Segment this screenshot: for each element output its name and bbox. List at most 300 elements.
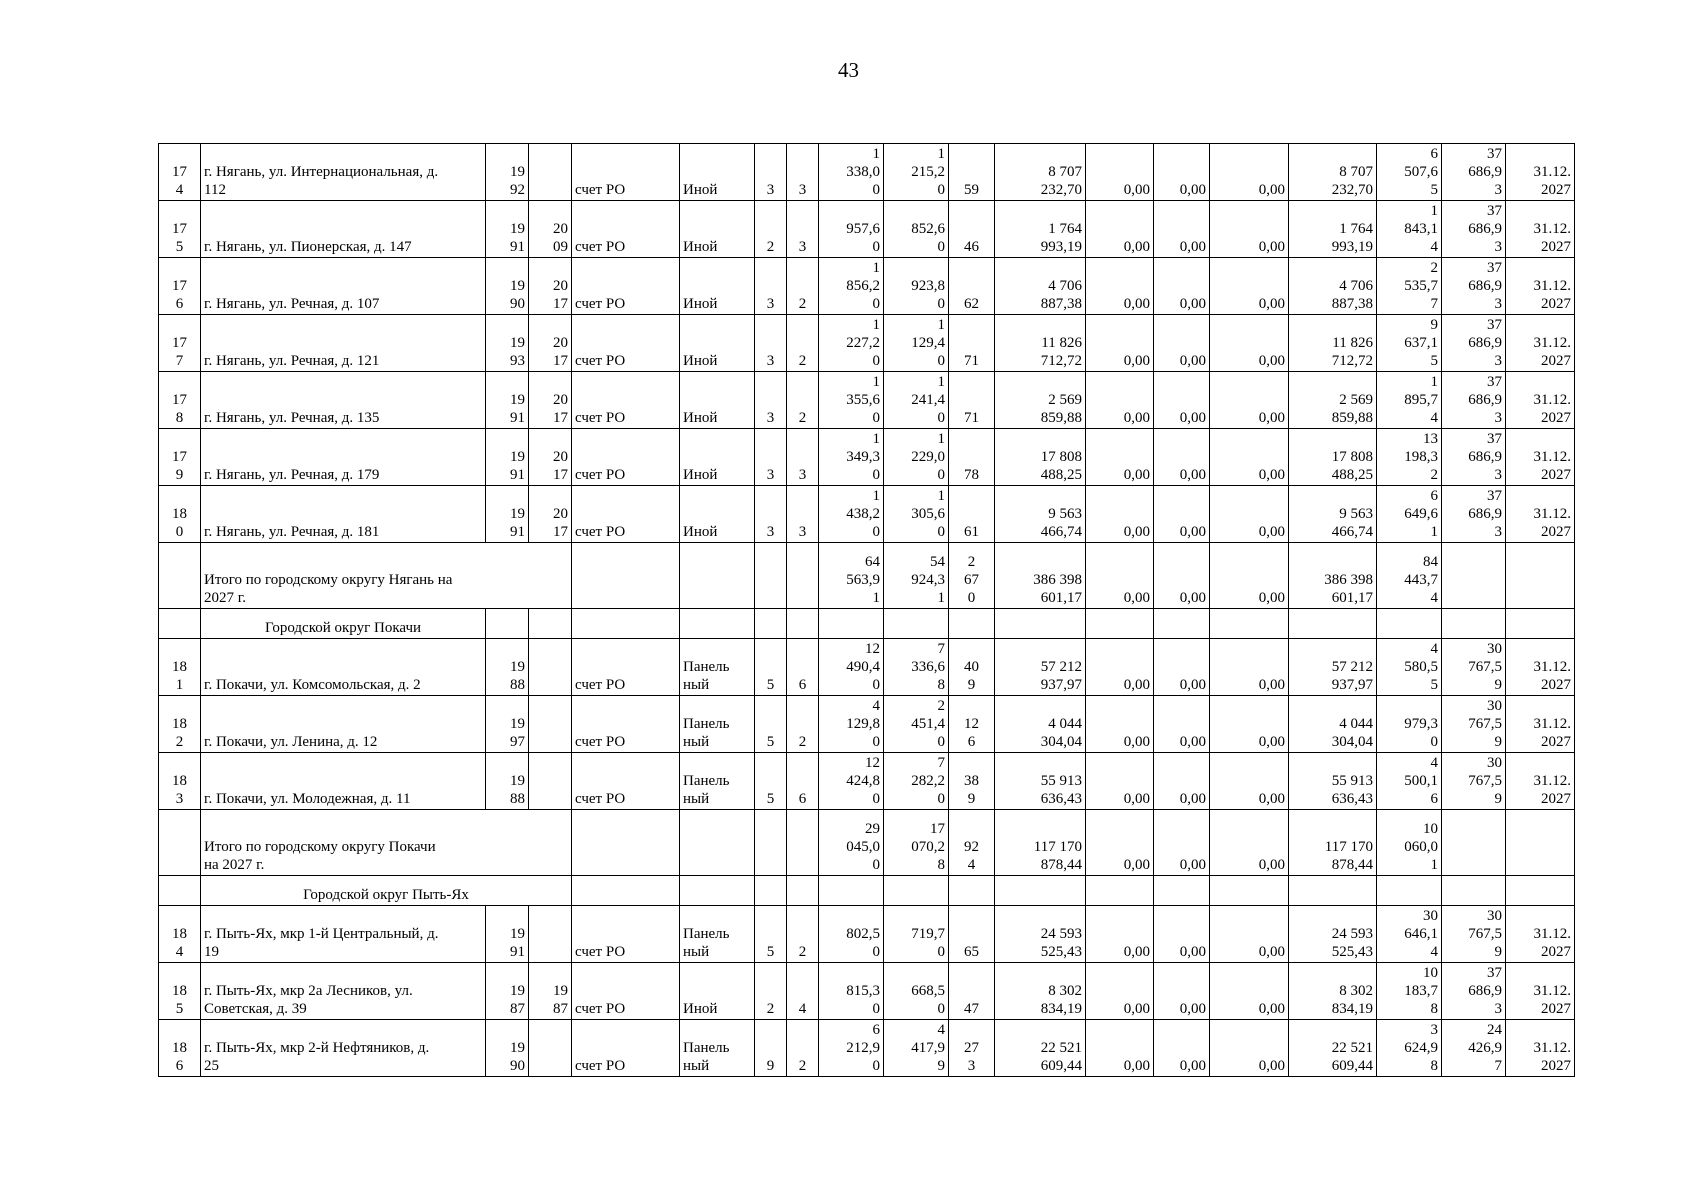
empty-cell — [1506, 543, 1575, 609]
year-repair-cell: 19 87 — [529, 963, 572, 1020]
section-title: Городской округ Пыть-Ях — [201, 876, 572, 906]
living-area-cell: 852,6 0 — [884, 201, 949, 258]
floors-cell: 3 — [755, 372, 787, 429]
living-area-cell: 7 336,6 8 — [884, 639, 949, 696]
empty-cell — [755, 810, 787, 876]
table-row — [159, 372, 1575, 429]
unit-cost-cell: 6 507,6 5 — [1377, 144, 1442, 201]
funding-source-cell: счет РО — [572, 258, 680, 315]
empty-cell — [1442, 609, 1506, 639]
residents-cell: 27 3 — [949, 1020, 995, 1077]
cost-owners-cell: 4 044 304,04 — [1289, 696, 1377, 753]
cost-total-cell: 55 913 636,43 — [995, 753, 1086, 810]
cost-municipal-cell: 0,00 — [1210, 1020, 1289, 1077]
cost-owners-cell: 9 563 466,74 — [1289, 486, 1377, 543]
cost-total-cell: 4 706 887,38 — [995, 258, 1086, 315]
address-cell: г. Нягань, ул. Пионерская, д. 147 — [201, 201, 486, 258]
entrances-cell: 2 — [787, 315, 819, 372]
floors-cell: 5 — [755, 696, 787, 753]
row-number: 18 5 — [159, 963, 201, 1020]
total-area-cell: 64 563,9 1 — [819, 543, 884, 609]
year-repair-cell: 20 09 — [529, 201, 572, 258]
subtotal-row — [159, 810, 1575, 876]
empty-cell — [1210, 609, 1289, 639]
cost-region-cell: 0,00 — [1154, 486, 1210, 543]
funding-source-cell: счет РО — [572, 486, 680, 543]
residents-cell: 78 — [949, 429, 995, 486]
floors-cell: 2 — [755, 201, 787, 258]
empty-cell — [159, 609, 201, 639]
deadline-cell: 31.12. 2027 — [1506, 486, 1575, 543]
table-row — [159, 906, 1575, 963]
year-repair-cell — [529, 639, 572, 696]
residents-cell: 65 — [949, 906, 995, 963]
year-repair-cell: 20 17 — [529, 486, 572, 543]
table-row — [159, 315, 1575, 372]
wall-material-cell: Иной — [680, 429, 755, 486]
unit-cost-cell: 10 060,0 1 — [1377, 810, 1442, 876]
wall-material-cell: Панель ный — [680, 1020, 755, 1077]
entrances-cell: 2 — [787, 906, 819, 963]
empty-cell — [529, 609, 572, 639]
cost-region-cell: 0,00 — [1154, 963, 1210, 1020]
empty-cell — [787, 810, 819, 876]
unit-cost-cell: 84 443,7 4 — [1377, 543, 1442, 609]
year-built-cell: 19 91 — [486, 201, 529, 258]
year-repair-cell — [529, 144, 572, 201]
cost-owners-cell: 17 808 488,25 — [1289, 429, 1377, 486]
funding-source-cell: счет РО — [572, 963, 680, 1020]
cost-region-cell: 0,00 — [1154, 258, 1210, 315]
total-area-cell: 4 129,8 0 — [819, 696, 884, 753]
funding-source-cell: счет РО — [572, 144, 680, 201]
address-cell: г. Нягань, ул. Интернациональная, д. 112 — [201, 144, 486, 201]
cost-municipal-cell: 0,00 — [1210, 372, 1289, 429]
floors-cell: 5 — [755, 639, 787, 696]
living-area-cell: 1 305,6 0 — [884, 486, 949, 543]
year-built-cell: 19 92 — [486, 144, 529, 201]
unit-cost-cell: 979,3 0 — [1377, 696, 1442, 753]
cost-region-cell: 0,00 — [1154, 639, 1210, 696]
row-number: 17 9 — [159, 429, 201, 486]
deadline-cell: 31.12. 2027 — [1506, 963, 1575, 1020]
year-built-cell: 19 88 — [486, 753, 529, 810]
cost-fund-cell: 0,00 — [1086, 963, 1154, 1020]
cost-owners-cell: 24 593 525,43 — [1289, 906, 1377, 963]
cost-total-cell: 117 170 878,44 — [995, 810, 1086, 876]
residents-cell: 61 — [949, 486, 995, 543]
empty-cell — [680, 876, 755, 906]
deadline-cell: 31.12. 2027 — [1506, 906, 1575, 963]
empty-cell — [884, 609, 949, 639]
empty-cell — [680, 810, 755, 876]
empty-cell — [159, 810, 201, 876]
total-area-cell: 815,3 0 — [819, 963, 884, 1020]
unit-cost-cell: 3 624,9 8 — [1377, 1020, 1442, 1077]
empty-cell — [995, 876, 1086, 906]
table-row — [159, 753, 1575, 810]
unit-limit-cell: 37 686,9 3 — [1442, 429, 1506, 486]
cost-fund-cell: 0,00 — [1086, 429, 1154, 486]
row-number: 18 3 — [159, 753, 201, 810]
table-row — [159, 1020, 1575, 1077]
empty-cell — [787, 609, 819, 639]
deadline-cell: 31.12. 2027 — [1506, 753, 1575, 810]
living-area-cell: 668,5 0 — [884, 963, 949, 1020]
empty-cell — [159, 876, 201, 906]
empty-cell — [819, 876, 884, 906]
year-built-cell: 19 97 — [486, 696, 529, 753]
deadline-cell: 31.12. 2027 — [1506, 429, 1575, 486]
living-area-cell: 1 229,0 0 — [884, 429, 949, 486]
cost-fund-cell: 0,00 — [1086, 144, 1154, 201]
cost-fund-cell: 0,00 — [1086, 810, 1154, 876]
unit-limit-cell: 30 767,5 9 — [1442, 696, 1506, 753]
funding-source-cell: счет РО — [572, 906, 680, 963]
year-built-cell: 19 87 — [486, 963, 529, 1020]
funding-source-cell: счет РО — [572, 696, 680, 753]
residents-cell: 47 — [949, 963, 995, 1020]
unit-limit-cell: 30 767,5 9 — [1442, 753, 1506, 810]
row-number: 17 4 — [159, 144, 201, 201]
empty-cell — [787, 543, 819, 609]
empty-cell — [486, 609, 529, 639]
row-number: 18 0 — [159, 486, 201, 543]
total-area-cell: 12 424,8 0 — [819, 753, 884, 810]
entrances-cell: 3 — [787, 486, 819, 543]
residents-cell: 59 — [949, 144, 995, 201]
cost-municipal-cell: 0,00 — [1210, 258, 1289, 315]
year-built-cell: 19 91 — [486, 906, 529, 963]
cost-municipal-cell: 0,00 — [1210, 963, 1289, 1020]
funding-source-cell: счет РО — [572, 1020, 680, 1077]
row-number: 17 7 — [159, 315, 201, 372]
cost-region-cell: 0,00 — [1154, 906, 1210, 963]
wall-material-cell: Иной — [680, 963, 755, 1020]
address-cell: г. Нягань, ул. Речная, д. 121 — [201, 315, 486, 372]
year-built-cell: 19 91 — [486, 372, 529, 429]
deadline-cell: 31.12. 2027 — [1506, 372, 1575, 429]
empty-cell — [1377, 609, 1442, 639]
empty-cell — [787, 876, 819, 906]
address-cell: г. Нягань, ул. Речная, д. 135 — [201, 372, 486, 429]
floors-cell: 3 — [755, 315, 787, 372]
entrances-cell: 6 — [787, 753, 819, 810]
residents-cell: 71 — [949, 372, 995, 429]
cost-total-cell: 2 569 859,88 — [995, 372, 1086, 429]
unit-cost-cell: 10 183,7 8 — [1377, 963, 1442, 1020]
address-cell: г. Нягань, ул. Речная, д. 179 — [201, 429, 486, 486]
unit-limit-cell: 24 426,9 7 — [1442, 1020, 1506, 1077]
entrances-cell: 6 — [787, 639, 819, 696]
empty-cell — [1289, 876, 1377, 906]
cost-total-cell: 17 808 488,25 — [995, 429, 1086, 486]
funding-source-cell: счет РО — [572, 753, 680, 810]
table-row — [159, 639, 1575, 696]
living-area-cell: 2 451,4 0 — [884, 696, 949, 753]
section-title: Городской округ Покачи — [201, 609, 486, 639]
year-repair-cell: 20 17 — [529, 315, 572, 372]
cost-fund-cell: 0,00 — [1086, 258, 1154, 315]
residents-cell: 46 — [949, 201, 995, 258]
wall-material-cell: Иной — [680, 144, 755, 201]
total-area-cell: 957,6 0 — [819, 201, 884, 258]
cost-municipal-cell: 0,00 — [1210, 543, 1289, 609]
total-area-cell: 12 490,4 0 — [819, 639, 884, 696]
living-area-cell: 7 282,2 0 — [884, 753, 949, 810]
cost-region-cell: 0,00 — [1154, 753, 1210, 810]
living-area-cell: 17 070,2 8 — [884, 810, 949, 876]
entrances-cell: 3 — [787, 201, 819, 258]
empty-cell — [1289, 609, 1377, 639]
unit-limit-cell: 37 686,9 3 — [1442, 486, 1506, 543]
row-number: 17 6 — [159, 258, 201, 315]
cost-region-cell: 0,00 — [1154, 315, 1210, 372]
cost-municipal-cell: 0,00 — [1210, 429, 1289, 486]
unit-cost-cell: 6 649,6 1 — [1377, 486, 1442, 543]
empty-cell — [680, 543, 755, 609]
unit-cost-cell: 1 895,7 4 — [1377, 372, 1442, 429]
cost-municipal-cell: 0,00 — [1210, 810, 1289, 876]
empty-cell — [755, 876, 787, 906]
entrances-cell: 2 — [787, 258, 819, 315]
cost-municipal-cell: 0,00 — [1210, 486, 1289, 543]
cost-owners-cell: 55 913 636,43 — [1289, 753, 1377, 810]
entrances-cell: 3 — [787, 144, 819, 201]
wall-material-cell: Иной — [680, 315, 755, 372]
address-cell: г. Покачи, ул. Молодежная, д. 11 — [201, 753, 486, 810]
empty-cell — [1442, 810, 1506, 876]
empty-cell — [572, 876, 680, 906]
empty-cell — [680, 609, 755, 639]
table-row — [159, 429, 1575, 486]
cost-fund-cell: 0,00 — [1086, 372, 1154, 429]
address-cell: г. Нягань, ул. Речная, д. 181 — [201, 486, 486, 543]
cost-fund-cell: 0,00 — [1086, 696, 1154, 753]
empty-cell — [1154, 876, 1210, 906]
cost-owners-cell: 386 398 601,17 — [1289, 543, 1377, 609]
cost-fund-cell: 0,00 — [1086, 906, 1154, 963]
floors-cell: 2 — [755, 963, 787, 1020]
entrances-cell: 2 — [787, 696, 819, 753]
cost-region-cell: 0,00 — [1154, 201, 1210, 258]
repair-program-table — [158, 143, 1575, 1077]
empty-cell — [1442, 543, 1506, 609]
wall-material-cell: Панель ный — [680, 753, 755, 810]
floors-cell: 3 — [755, 144, 787, 201]
cost-municipal-cell: 0,00 — [1210, 696, 1289, 753]
cost-municipal-cell: 0,00 — [1210, 753, 1289, 810]
empty-cell — [819, 609, 884, 639]
cost-total-cell: 22 521 609,44 — [995, 1020, 1086, 1077]
cost-total-cell: 386 398 601,17 — [995, 543, 1086, 609]
unit-cost-cell: 4 580,5 5 — [1377, 639, 1442, 696]
empty-cell — [1086, 609, 1154, 639]
table-row — [159, 696, 1575, 753]
table-row — [159, 486, 1575, 543]
unit-cost-cell: 9 637,1 5 — [1377, 315, 1442, 372]
deadline-cell: 31.12. 2027 — [1506, 144, 1575, 201]
unit-limit-cell: 30 767,5 9 — [1442, 639, 1506, 696]
year-repair-cell: 20 17 — [529, 372, 572, 429]
year-repair-cell: 20 17 — [529, 429, 572, 486]
year-repair-cell — [529, 906, 572, 963]
cost-owners-cell: 4 706 887,38 — [1289, 258, 1377, 315]
empty-cell — [1506, 876, 1575, 906]
cost-municipal-cell: 0,00 — [1210, 906, 1289, 963]
living-area-cell: 1 215,2 0 — [884, 144, 949, 201]
wall-material-cell: Иной — [680, 372, 755, 429]
address-cell: г. Пыть-Ях, мкр 2-й Нефтяников, д. 25 — [201, 1020, 486, 1077]
cost-total-cell: 8 302 834,19 — [995, 963, 1086, 1020]
cost-total-cell: 4 044 304,04 — [995, 696, 1086, 753]
floors-cell: 3 — [755, 429, 787, 486]
cost-region-cell: 0,00 — [1154, 429, 1210, 486]
cost-owners-cell: 8 302 834,19 — [1289, 963, 1377, 1020]
unit-cost-cell: 13 198,3 2 — [1377, 429, 1442, 486]
year-built-cell: 19 93 — [486, 315, 529, 372]
year-repair-cell — [529, 1020, 572, 1077]
empty-cell — [1506, 609, 1575, 639]
cost-total-cell: 11 826 712,72 — [995, 315, 1086, 372]
total-area-cell: 1 438,2 0 — [819, 486, 884, 543]
address-cell: г. Покачи, ул. Ленина, д. 12 — [201, 696, 486, 753]
row-number: 17 5 — [159, 201, 201, 258]
unit-limit-cell: 37 686,9 3 — [1442, 144, 1506, 201]
funding-source-cell: счет РО — [572, 639, 680, 696]
empty-cell — [949, 876, 995, 906]
cost-owners-cell: 22 521 609,44 — [1289, 1020, 1377, 1077]
table-row — [159, 201, 1575, 258]
cost-municipal-cell: 0,00 — [1210, 201, 1289, 258]
cost-fund-cell: 0,00 — [1086, 543, 1154, 609]
row-number: 18 2 — [159, 696, 201, 753]
cost-region-cell: 0,00 — [1154, 696, 1210, 753]
unit-cost-cell: 1 843,1 4 — [1377, 201, 1442, 258]
total-area-cell: 1 856,2 0 — [819, 258, 884, 315]
residents-cell: 12 6 — [949, 696, 995, 753]
cost-owners-cell: 57 212 937,97 — [1289, 639, 1377, 696]
unit-limit-cell: 37 686,9 3 — [1442, 315, 1506, 372]
year-repair-cell — [529, 753, 572, 810]
total-area-cell: 1 227,2 0 — [819, 315, 884, 372]
cost-municipal-cell: 0,00 — [1210, 315, 1289, 372]
residents-cell: 62 — [949, 258, 995, 315]
cost-fund-cell: 0,00 — [1086, 753, 1154, 810]
cost-fund-cell: 0,00 — [1086, 201, 1154, 258]
empty-cell — [1506, 810, 1575, 876]
empty-cell — [572, 609, 680, 639]
deadline-cell: 31.12. 2027 — [1506, 258, 1575, 315]
unit-limit-cell: 30 767,5 9 — [1442, 906, 1506, 963]
deadline-cell: 31.12. 2027 — [1506, 1020, 1575, 1077]
address-cell: г. Пыть-Ях, мкр 1-й Центральный, д. 19 — [201, 906, 486, 963]
deadline-cell: 31.12. 2027 — [1506, 315, 1575, 372]
cost-region-cell: 0,00 — [1154, 543, 1210, 609]
address-cell: г. Нягань, ул. Речная, д. 107 — [201, 258, 486, 315]
empty-cell — [1210, 876, 1289, 906]
cost-owners-cell: 8 707 232,70 — [1289, 144, 1377, 201]
residents-cell: 2 67 0 — [949, 543, 995, 609]
section-header-row — [159, 876, 1575, 906]
funding-source-cell: счет РО — [572, 315, 680, 372]
row-number: 18 1 — [159, 639, 201, 696]
entrances-cell: 3 — [787, 429, 819, 486]
cost-fund-cell: 0,00 — [1086, 315, 1154, 372]
table-row — [159, 963, 1575, 1020]
unit-limit-cell: 37 686,9 3 — [1442, 258, 1506, 315]
wall-material-cell: Иной — [680, 201, 755, 258]
year-built-cell: 19 91 — [486, 429, 529, 486]
wall-material-cell: Панель ный — [680, 639, 755, 696]
residents-cell: 40 9 — [949, 639, 995, 696]
cost-owners-cell: 11 826 712,72 — [1289, 315, 1377, 372]
table-row — [159, 144, 1575, 201]
cost-total-cell: 1 764 993,19 — [995, 201, 1086, 258]
deadline-cell: 31.12. 2027 — [1506, 696, 1575, 753]
year-repair-cell: 20 17 — [529, 258, 572, 315]
unit-cost-cell: 30 646,1 4 — [1377, 906, 1442, 963]
living-area-cell: 719,7 0 — [884, 906, 949, 963]
unit-cost-cell: 2 535,7 7 — [1377, 258, 1442, 315]
year-built-cell: 19 90 — [486, 258, 529, 315]
wall-material-cell: Панель ный — [680, 906, 755, 963]
wall-material-cell: Панель ный — [680, 696, 755, 753]
total-area-cell: 29 045,0 0 — [819, 810, 884, 876]
empty-cell — [884, 876, 949, 906]
year-repair-cell — [529, 696, 572, 753]
empty-cell — [159, 543, 201, 609]
floors-cell: 5 — [755, 906, 787, 963]
cost-total-cell: 9 563 466,74 — [995, 486, 1086, 543]
cost-owners-cell: 1 764 993,19 — [1289, 201, 1377, 258]
empty-cell — [995, 609, 1086, 639]
section-header-row — [159, 609, 1575, 639]
cost-region-cell: 0,00 — [1154, 372, 1210, 429]
address-cell: г. Покачи, ул. Комсомольская, д. 2 — [201, 639, 486, 696]
cost-fund-cell: 0,00 — [1086, 639, 1154, 696]
cost-total-cell: 8 707 232,70 — [995, 144, 1086, 201]
funding-source-cell: счет РО — [572, 429, 680, 486]
empty-cell — [949, 609, 995, 639]
residents-cell: 71 — [949, 315, 995, 372]
empty-cell — [572, 810, 680, 876]
subtotal-row — [159, 543, 1575, 609]
cost-region-cell: 0,00 — [1154, 144, 1210, 201]
deadline-cell: 31.12. 2027 — [1506, 639, 1575, 696]
row-number: 18 6 — [159, 1020, 201, 1077]
cost-total-cell: 57 212 937,97 — [995, 639, 1086, 696]
residents-cell: 38 9 — [949, 753, 995, 810]
entrances-cell: 4 — [787, 963, 819, 1020]
living-area-cell: 923,8 0 — [884, 258, 949, 315]
empty-cell — [1086, 876, 1154, 906]
living-area-cell: 1 129,4 0 — [884, 315, 949, 372]
row-number: 17 8 — [159, 372, 201, 429]
empty-cell — [755, 543, 787, 609]
cost-fund-cell: 0,00 — [1086, 486, 1154, 543]
cost-region-cell: 0,00 — [1154, 1020, 1210, 1077]
year-built-cell: 19 90 — [486, 1020, 529, 1077]
cost-owners-cell: 2 569 859,88 — [1289, 372, 1377, 429]
floors-cell: 3 — [755, 258, 787, 315]
year-built-cell: 19 91 — [486, 486, 529, 543]
total-area-cell: 1 338,0 0 — [819, 144, 884, 201]
floors-cell: 9 — [755, 1020, 787, 1077]
page-number: 43 — [838, 58, 859, 82]
floors-cell: 3 — [755, 486, 787, 543]
living-area-cell: 1 241,4 0 — [884, 372, 949, 429]
